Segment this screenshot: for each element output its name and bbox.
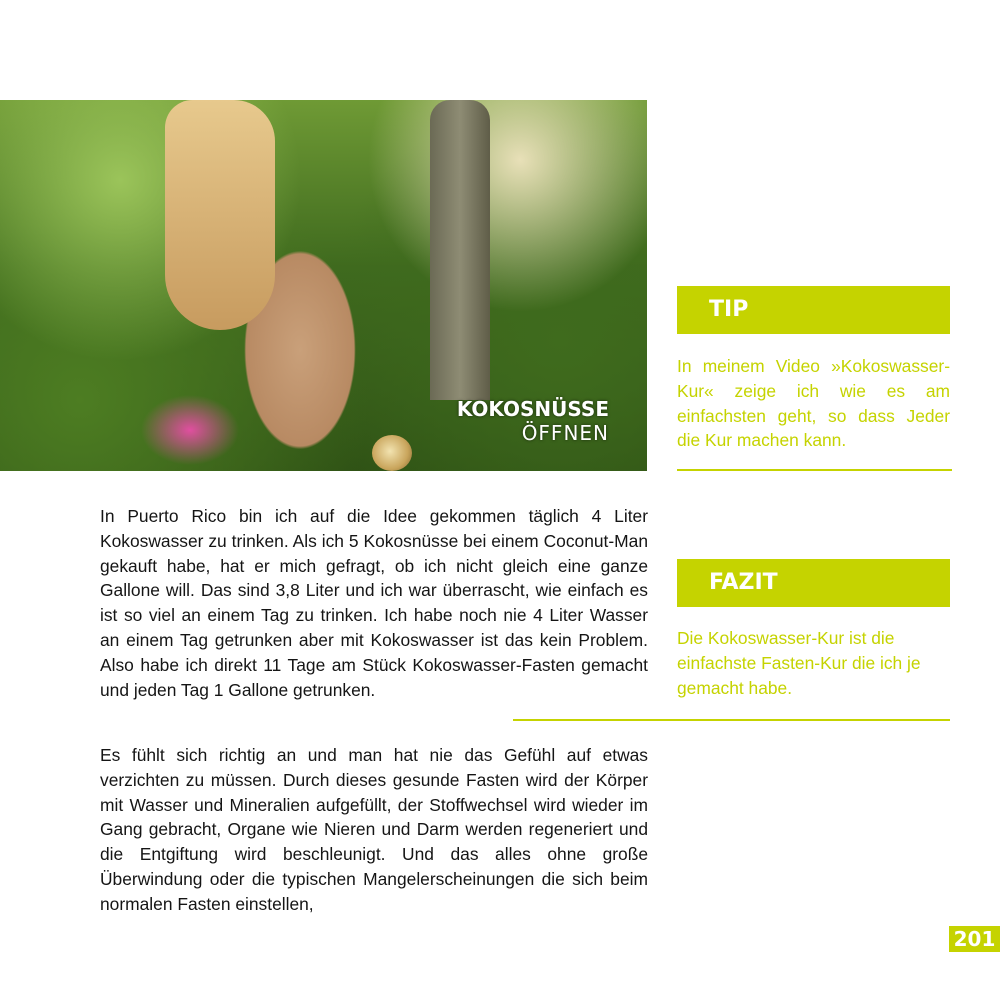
tip-divider <box>677 469 952 471</box>
caption-line-2: ÖFFNEN <box>521 421 609 445</box>
tip-text: In meinem Video »Kokoswasser-Kur« zeige ich wie es am einfachsten geht, so dass Jeder die Kur machen kann. <box>677 356 950 451</box>
video-thumbnail-photo <box>0 100 647 471</box>
caption-line-1: KOKOSNÜSSE <box>456 397 609 421</box>
page-number: 201 <box>949 926 1000 952</box>
coconut <box>372 435 412 471</box>
fazit-heading: FAZIT <box>677 559 950 607</box>
tree-trunk <box>430 100 490 400</box>
body-paragraph-1: In Puerto Rico bin ich auf die Idee gekommen täglich 4 Liter Kokoswasser zu trinken. Als ich 5 Kokosnüsse bei einem Coconut-Man gekauft habe, hat er mich gefragt, ob ich nicht gleich eine ganze Gallone will. Das sind 3,8 Liter und ich war überrascht, wie einfach es ist so viel an einem Tag zu trinken. Ich habe noch nie 4 Liter Wasser an einem Tag getrunken aber mit Kokoswasser ist das kein Problem. Also habe ich direkt 11 Tage am Stück Kokoswasser-Fasten gemacht und jeden Tag 1 Gallone getrunken. <box>100 506 648 700</box>
person-hair <box>165 100 275 330</box>
body-paragraph-2: Es fühlt sich richtig an und man hat nie das Gefühl auf etwas verzichten zu müssen. Durch dieses gesunde Fasten wird der Körper mit Wasser und Mineralien aufgefüllt, der Stoffwechsel wird wieder im Gang gebracht, Organe wie Nieren und Darm werden regeneriert und die Entgiftung wird beschleunigt. Und das alles ohne große Überwindung oder die typischen Mangelerscheinungen die sich beim normalen Fasten einstellen, <box>100 745 648 914</box>
tip-heading: TIP <box>677 286 950 334</box>
photo-caption <box>457 397 609 445</box>
fazit-text: Die Kokoswasser-Kur ist die einfachste Fasten-Kur die ich je gemacht habe. <box>677 628 921 698</box>
fazit-divider <box>513 719 950 721</box>
